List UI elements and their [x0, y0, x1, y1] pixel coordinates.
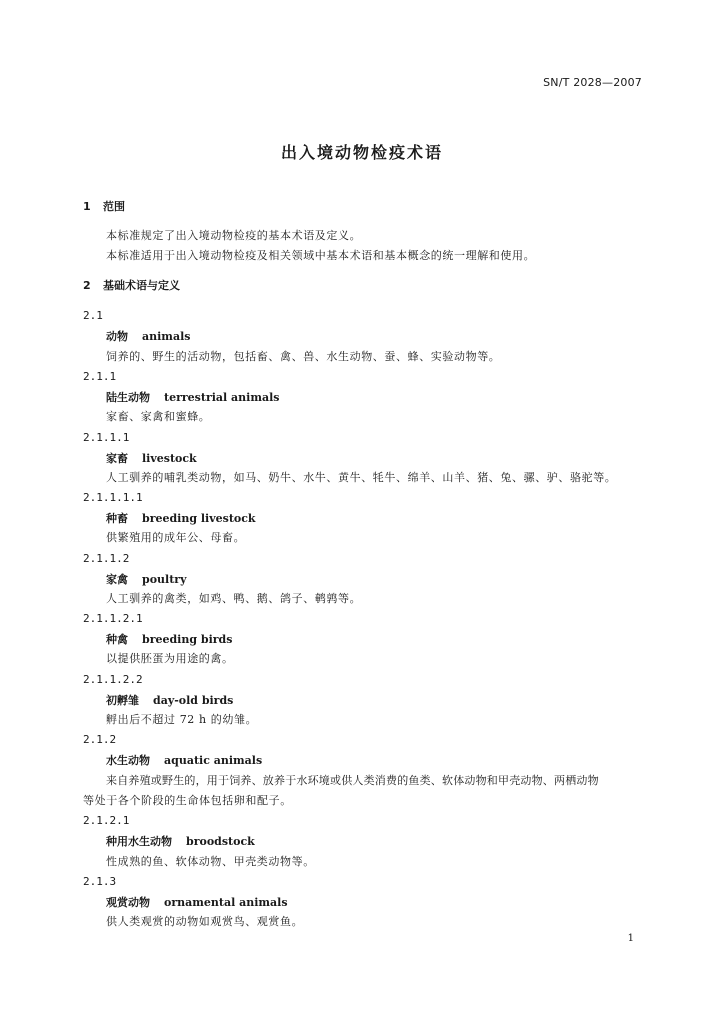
term-zh: 水生动物 — [106, 754, 150, 767]
entry-number: 2.1.2 — [83, 733, 117, 746]
term — [106, 328, 190, 344]
entry-number: 2.1.1.2 — [83, 552, 130, 565]
definition: 以提供胚蛋为用途的禽。 — [106, 652, 234, 665]
term — [106, 571, 186, 587]
section-scope-heading — [83, 198, 125, 214]
term — [106, 894, 288, 910]
term-zh: 动物 — [106, 330, 128, 343]
definition: 孵出后不超过 72 h 的幼雏。 — [106, 713, 258, 726]
definition: 性成熟的鱼、软体动物、甲壳类动物等。 — [106, 855, 315, 868]
section-title: 基础术语与定义 — [103, 279, 180, 292]
standard-code: SN/T 2028—2007 — [543, 76, 642, 89]
document-title: 出入境动物检疫术语 — [280, 143, 443, 162]
definition: 供繁殖用的成年公、母畜。 — [106, 531, 246, 544]
entry-number: 2.1.1.1 — [83, 431, 130, 444]
term-zh: 观赏动物 — [106, 896, 150, 909]
entry-number: 2.1.3 — [83, 875, 117, 888]
definition: 供人类观赏的动物如观赏鸟、观赏鱼。 — [106, 915, 304, 928]
entry-number: 2.1 — [83, 309, 103, 322]
term-zh: 家禽 — [106, 573, 128, 586]
term-en: breeding birds — [142, 633, 233, 646]
term-en: broodstock — [186, 835, 255, 848]
term-en: day-old birds — [153, 694, 234, 707]
entry-number: 2.1.1.1.1 — [83, 491, 143, 504]
entry-number: 2.1.1 — [83, 370, 117, 383]
section-number: 1 — [83, 200, 91, 213]
definition: 人工驯养的禽类，如鸡、鸭、鹅、鸽子、鹌鹑等。 — [106, 592, 362, 605]
scope-paragraph-2: 本标准适用于出入境动物检疫及相关领域中基本术语和基本概念的统一理解和使用。 — [106, 249, 536, 262]
term-zh: 陆生动物 — [106, 391, 150, 404]
term-zh: 种畜 — [106, 512, 128, 525]
term — [106, 752, 262, 768]
term-zh: 种禽 — [106, 633, 128, 646]
section-title: 范围 — [103, 200, 125, 213]
entry-number: 2.1.2.1 — [83, 814, 130, 827]
term — [106, 631, 232, 647]
term — [106, 833, 255, 849]
scope-paragraph-1: 本标准规定了出入境动物检疫的基本术语及定义。 — [106, 229, 362, 242]
term — [106, 510, 256, 526]
term-en: livestock — [142, 452, 197, 465]
term-en: aquatic animals — [164, 754, 263, 767]
entry-number: 2.1.1.2.2 — [83, 673, 143, 686]
definition: 人工驯养的哺乳类动物，如马、奶牛、水牛、黄牛、牦牛、绵羊、山羊、猪、兔、骡、驴、骆驼等。 — [106, 471, 617, 484]
definition-continued: 等处于各个阶段的生命体包括卵和配子。 — [83, 794, 292, 807]
section-number: 2 — [83, 279, 91, 292]
section-terms-heading — [83, 277, 180, 293]
definition: 饲养的、野生的活动物，包括畜、禽、兽、水生动物、蚕、蜂、实验动物等。 — [106, 350, 501, 363]
term — [106, 389, 280, 405]
term-en: animals — [142, 330, 191, 343]
term-en: breeding livestock — [142, 512, 256, 525]
page-number: 1 — [627, 933, 634, 944]
definition: 来自养殖或野生的，用于饲养、放养于水环境或供人类消费的鱼类、软体动物和甲壳动物、两栖动物 — [106, 774, 599, 787]
term-en: terrestrial animals — [164, 391, 280, 404]
entry-number: 2.1.1.2.1 — [83, 612, 143, 625]
term-en: ornamental animals — [164, 896, 288, 909]
term — [106, 692, 233, 708]
term-zh: 种用水生动物 — [106, 835, 172, 848]
term-zh: 家畜 — [106, 452, 128, 465]
term — [106, 450, 197, 466]
term-en: poultry — [142, 573, 187, 586]
term-zh: 初孵雏 — [106, 694, 139, 707]
definition: 家畜、家禽和蜜蜂。 — [106, 410, 211, 423]
